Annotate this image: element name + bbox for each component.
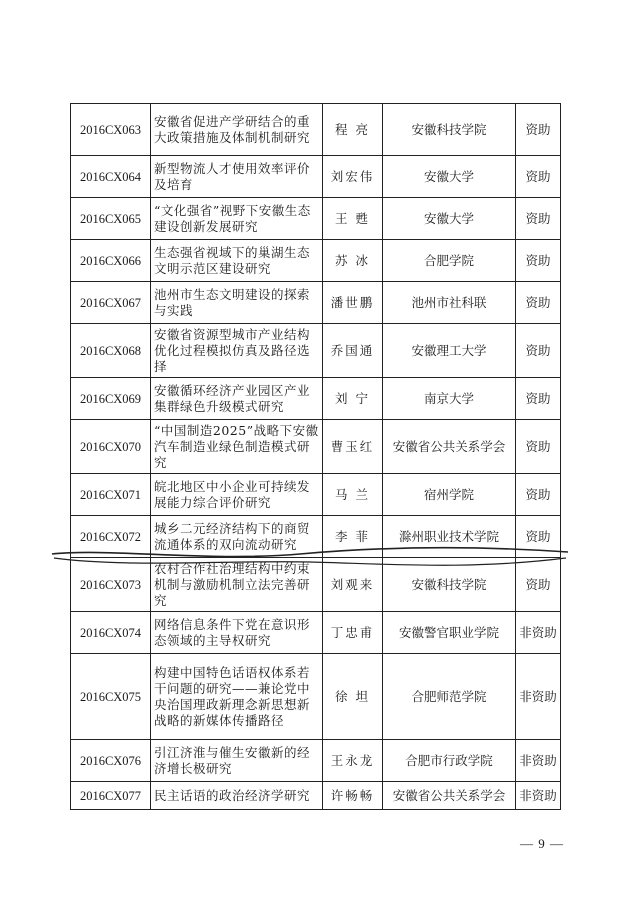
project-leader: 刘观来 bbox=[323, 558, 383, 612]
funding-status: 非资助 bbox=[516, 782, 561, 810]
project-title: 安徽省资源型城市产业结构优化过程模拟仿真及路径选择 bbox=[151, 324, 323, 378]
project-unit: 安徽大学 bbox=[383, 156, 516, 198]
project-table-body bbox=[71, 104, 561, 810]
table-row bbox=[71, 612, 561, 654]
funding-status: 资助 bbox=[516, 198, 561, 240]
project-unit: 合肥师范学院 bbox=[383, 654, 516, 740]
funding-status: 非资助 bbox=[516, 654, 561, 740]
project-leader: 徐 坦 bbox=[323, 654, 383, 740]
project-code: 2016CX063 bbox=[71, 104, 151, 156]
funding-status: 非资助 bbox=[516, 612, 561, 654]
project-code: 2016CX070 bbox=[71, 420, 151, 474]
project-code: 2016CX072 bbox=[71, 516, 151, 558]
funding-status: 资助 bbox=[516, 474, 561, 516]
table-row bbox=[71, 104, 561, 156]
project-code: 2016CX073 bbox=[71, 558, 151, 612]
table-row bbox=[71, 324, 561, 378]
funding-status: 资助 bbox=[516, 282, 561, 324]
project-unit: 安徽省公共关系学会 bbox=[383, 420, 516, 474]
project-code: 2016CX076 bbox=[71, 740, 151, 782]
project-leader: 许畅畅 bbox=[323, 782, 383, 810]
table-row bbox=[71, 156, 561, 198]
project-unit: 安徽理工大学 bbox=[383, 324, 516, 378]
funding-status: 资助 bbox=[516, 104, 561, 156]
table-row bbox=[71, 420, 561, 474]
project-leader: 刘宏伟 bbox=[323, 156, 383, 198]
funding-status: 资助 bbox=[516, 324, 561, 378]
project-unit: 安徽大学 bbox=[383, 198, 516, 240]
project-leader: 王 甦 bbox=[323, 198, 383, 240]
project-code: 2016CX067 bbox=[71, 282, 151, 324]
project-title: 池州市生态文明建设的探索与实践 bbox=[151, 282, 323, 324]
project-unit: 安徽省公共关系学会 bbox=[383, 782, 516, 810]
project-unit: 安徽警官职业学院 bbox=[383, 612, 516, 654]
table-row bbox=[71, 782, 561, 810]
table-row bbox=[71, 474, 561, 516]
project-title: 城乡二元经济结构下的商贸流通体系的双向流动研究 bbox=[151, 516, 323, 558]
table-row bbox=[71, 378, 561, 420]
table-row bbox=[71, 282, 561, 324]
project-table bbox=[70, 103, 561, 810]
project-unit: 宿州学院 bbox=[383, 474, 516, 516]
project-leader: 李 菲 bbox=[323, 516, 383, 558]
table-row bbox=[71, 654, 561, 740]
funding-status: 资助 bbox=[516, 378, 561, 420]
project-unit: 合肥学院 bbox=[383, 240, 516, 282]
project-unit: 滁州职业技术学院 bbox=[383, 516, 516, 558]
funding-status: 资助 bbox=[516, 420, 561, 474]
project-title: 安徽省促进产学研结合的重大政策措施及体制机制研究 bbox=[151, 104, 323, 156]
project-code: 2016CX077 bbox=[71, 782, 151, 810]
project-title: 引江济淮与催生安徽新的经济增长极研究 bbox=[151, 740, 323, 782]
project-code: 2016CX068 bbox=[71, 324, 151, 378]
project-leader: 王永龙 bbox=[323, 740, 383, 782]
funding-status: 资助 bbox=[516, 516, 561, 558]
project-title: “中国制造2025”战略下安徽汽车制造业绿色制造模式研究 bbox=[151, 420, 323, 474]
project-title: 安徽循环经济产业园区产业集群绿色升级模式研究 bbox=[151, 378, 323, 420]
project-title: 农村合作社治理结构中约束机制与激励机制立法完善研究 bbox=[151, 558, 323, 612]
project-title: 网络信息条件下党在意识形态领域的主导权研究 bbox=[151, 612, 323, 654]
funding-status: 资助 bbox=[516, 240, 561, 282]
funding-status: 非资助 bbox=[516, 740, 561, 782]
project-code: 2016CX075 bbox=[71, 654, 151, 740]
table-row bbox=[71, 558, 561, 612]
project-title: 皖北地区中小企业可持续发展能力综合评价研究 bbox=[151, 474, 323, 516]
page-number: — 9 — bbox=[520, 836, 564, 851]
project-title: 新型物流人才使用效率评价及培育 bbox=[151, 156, 323, 198]
project-title: 生态强省视域下的巢湖生态文明示范区建设研究 bbox=[151, 240, 323, 282]
table-row bbox=[71, 198, 561, 240]
project-leader: 乔国通 bbox=[323, 324, 383, 378]
funding-status: 资助 bbox=[516, 156, 561, 198]
project-code: 2016CX066 bbox=[71, 240, 151, 282]
project-unit: 安徽科技学院 bbox=[383, 558, 516, 612]
project-leader: 程 亮 bbox=[323, 104, 383, 156]
project-leader: 刘 宁 bbox=[323, 378, 383, 420]
table-row bbox=[71, 740, 561, 782]
table-row bbox=[71, 240, 561, 282]
project-unit: 安徽科技学院 bbox=[383, 104, 516, 156]
project-code: 2016CX071 bbox=[71, 474, 151, 516]
project-leader: 曹玉红 bbox=[323, 420, 383, 474]
project-leader: 马 兰 bbox=[323, 474, 383, 516]
project-code: 2016CX064 bbox=[71, 156, 151, 198]
project-unit: 南京大学 bbox=[383, 378, 516, 420]
project-title: 民主话语的政治经济学研究 bbox=[151, 782, 323, 810]
project-leader: 潘世鹏 bbox=[323, 282, 383, 324]
project-code: 2016CX069 bbox=[71, 378, 151, 420]
project-title: 构建中国特色话语权体系若干问题的研究——兼论党中央治国理政新理念新思想新战略的新媒体传播路径 bbox=[151, 654, 323, 740]
project-leader: 丁忠甫 bbox=[323, 612, 383, 654]
project-leader: 苏 冰 bbox=[323, 240, 383, 282]
project-unit: 池州市社科联 bbox=[383, 282, 516, 324]
table-row bbox=[71, 516, 561, 558]
project-title: “文化强省”视野下安徽生态建设创新发展研究 bbox=[151, 198, 323, 240]
project-code: 2016CX065 bbox=[71, 198, 151, 240]
funding-status: 资助 bbox=[516, 558, 561, 612]
project-code: 2016CX074 bbox=[71, 612, 151, 654]
project-unit: 合肥市行政学院 bbox=[383, 740, 516, 782]
